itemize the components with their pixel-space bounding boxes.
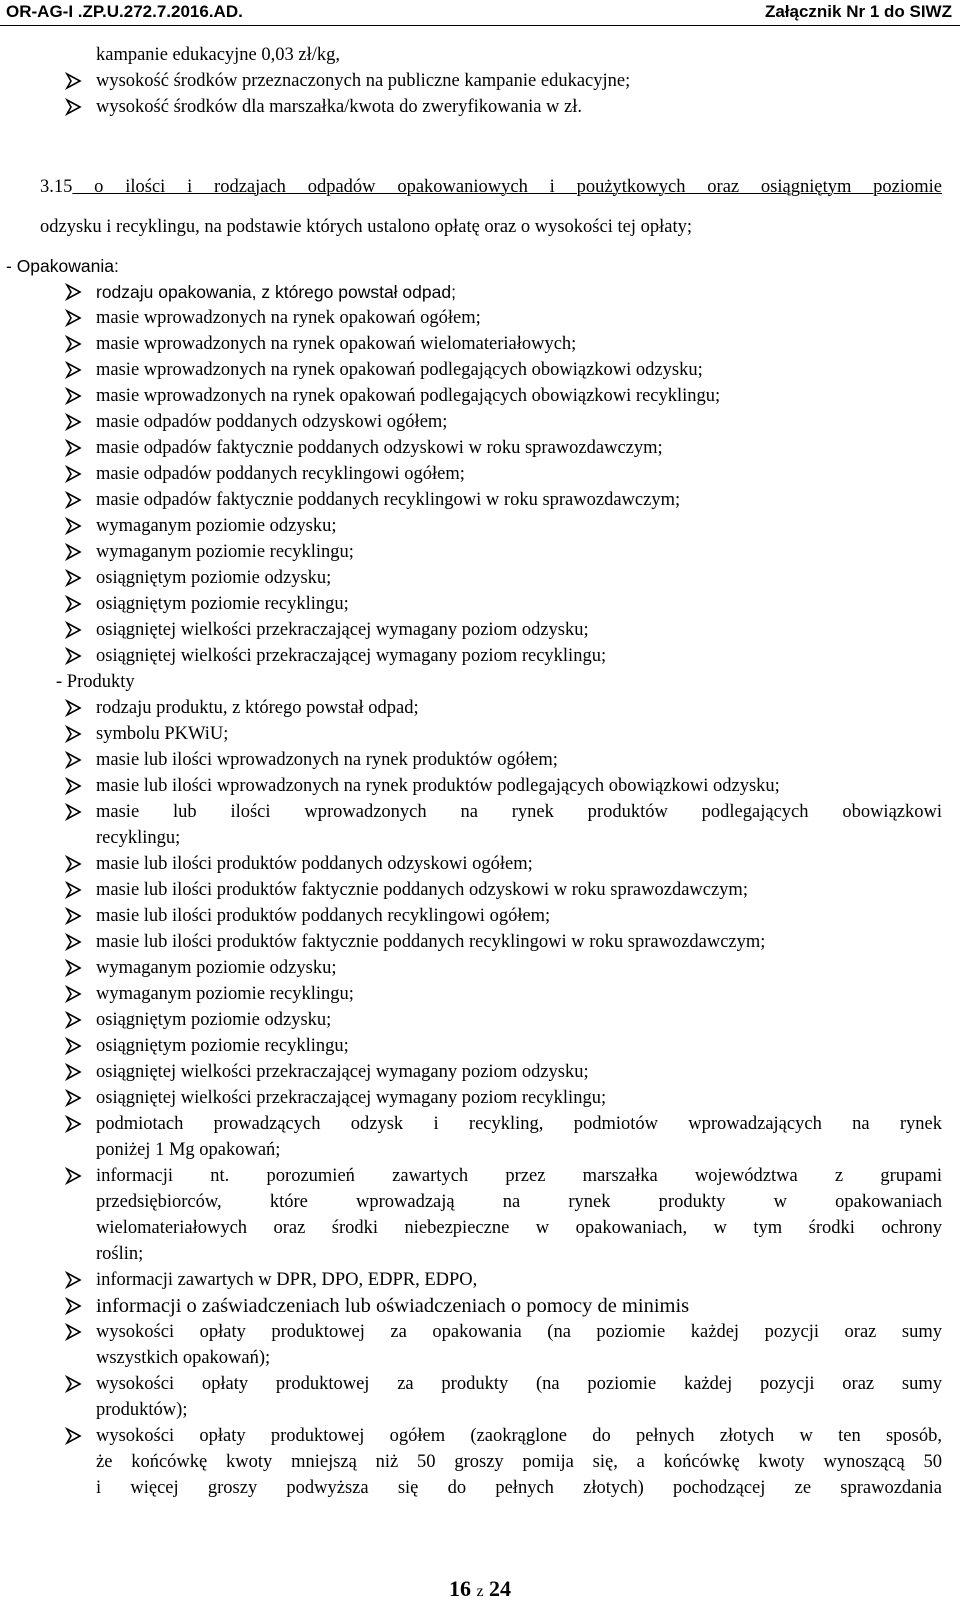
list-item-text: masie lub ilości produktów poddanych recyklingowi ogółem; (96, 906, 551, 926)
arrowhead-bullet-icon (64, 309, 82, 327)
list-item-text: wysokość środków dla marszałka/kwota do zweryfikowania w zł. (96, 97, 583, 117)
list-item (0, 1111, 960, 1137)
list-item (0, 1033, 960, 1059)
list-item (0, 773, 960, 799)
text-line (0, 214, 960, 240)
list-item (0, 981, 960, 1007)
list-item-text: informacji nt. porozumień zawartych przez marszałka województwa z grupami (96, 1166, 942, 1186)
text-line (0, 1137, 960, 1163)
list-item-text: rodzaju opakowania, z którego powstał odpad; (96, 282, 456, 302)
list-item (0, 1163, 960, 1189)
arrowhead-bullet-icon (64, 387, 82, 405)
list-item-text: masie lub ilości produktów faktycznie poddanych odzyskowi w roku sprawozdawczym; (96, 880, 748, 900)
arrowhead-bullet-icon (64, 699, 82, 717)
attachment-label: Załącznik Nr 1 do SIWZ (764, 2, 952, 21)
list-item (0, 461, 960, 487)
arrowhead-bullet-icon (64, 335, 82, 353)
list-item (0, 383, 960, 409)
section-heading-line (0, 174, 960, 200)
text-line (0, 1189, 960, 1215)
arrowhead-bullet-icon (64, 647, 82, 665)
section-heading-continuation: odzysku i recyklingu, na podstawie których ustalono opłatę oraz o wysokości tej opłaty; (40, 217, 692, 237)
list-item (0, 591, 960, 617)
list-item-text-continuation: i więcej groszy podwyższa się do pełnych złotych) pochodzącej ze sprawozdania (96, 1478, 942, 1498)
list-item-text: wymaganym poziomie odzysku; (96, 516, 337, 536)
list-item-text: masie lub ilości wprowadzonych na rynek produktów ogółem; (96, 750, 558, 770)
list-item-text: masie odpadów faktycznie poddanych recyklingowi w roku sprawozdawczym; (96, 490, 681, 510)
list-item (0, 643, 960, 669)
arrowhead-bullet-icon (64, 777, 82, 795)
arrowhead-bullet-icon (64, 1323, 82, 1341)
list-item (0, 747, 960, 773)
arrowhead-bullet-icon (64, 517, 82, 535)
reference-number: OR-AG-I .ZP.U.272.7.2016.AD. (6, 2, 243, 21)
arrowhead-bullet-icon (64, 465, 82, 483)
list-item-text: wysokości opłaty produktowej ogółem (zaokrąglone do pełnych złotych w ten sposób, (96, 1426, 942, 1446)
list-item-text: osiągniętej wielkości przekraczającej wymagany poziom odzysku; (96, 620, 589, 640)
list-item (0, 617, 960, 643)
text-line (0, 1397, 960, 1423)
arrowhead-bullet-icon (64, 907, 82, 925)
list-item (0, 1371, 960, 1397)
list-item (0, 1293, 960, 1319)
list-item (0, 435, 960, 461)
list-item (0, 955, 960, 981)
list-item-text-continuation: recyklingu; (96, 828, 181, 848)
list-item (0, 94, 960, 120)
arrowhead-bullet-icon (64, 1167, 82, 1185)
text-line (0, 1449, 960, 1475)
list-item-text: wysokości opłaty produktowej za produkty (na poziomie każdej pozycji oraz sumy (96, 1374, 942, 1394)
list-item-text: informacji o zaświadczeniach lub oświadczeniach o pomocy de minimis (96, 1295, 690, 1317)
arrowhead-bullet-icon (64, 98, 82, 116)
list-item (0, 1007, 960, 1033)
subheading-line (0, 669, 960, 695)
arrowhead-bullet-icon (64, 725, 82, 743)
text-line (0, 1345, 960, 1371)
arrowhead-bullet-icon (64, 283, 82, 301)
arrowhead-bullet-icon (64, 1089, 82, 1107)
list-item-text-continuation: produktów); (96, 1400, 188, 1420)
arrowhead-bullet-icon (64, 491, 82, 509)
arrowhead-bullet-icon (64, 751, 82, 769)
arrowhead-bullet-icon (64, 439, 82, 457)
list-item (0, 513, 960, 539)
text-line (0, 42, 960, 68)
list-item (0, 877, 960, 903)
list-item (0, 721, 960, 747)
list-item-text: osiągniętym poziomie odzysku; (96, 1010, 332, 1030)
subheading-produkty: - Produkty (56, 672, 135, 692)
list-item (0, 565, 960, 591)
list-item-text-continuation: poniżej 1 Mg opakowań; (96, 1140, 281, 1160)
list-item-text: masie lub ilości wprowadzonych na rynek produktów podlegających obowiązkowi odzysku; (96, 776, 780, 796)
list-item-text-continuation: wszystkich opakowań); (96, 1348, 271, 1368)
list-item-text: wysokości opłaty produktowej za opakowania (na poziomie każdej pozycji oraz sumy (96, 1322, 942, 1342)
list-item (0, 799, 960, 825)
arrowhead-bullet-icon (64, 1375, 82, 1393)
list-item-text: masie odpadów poddanych recyklingowi ogółem; (96, 464, 465, 484)
arrowhead-bullet-icon (64, 1427, 82, 1445)
list-item-text: osiągniętym poziomie recyklingu; (96, 1036, 349, 1056)
arrowhead-bullet-icon (64, 569, 82, 587)
list-item (0, 487, 960, 513)
list-item-text: osiągniętym poziomie odzysku; (96, 568, 332, 588)
list-item-text-continuation: roślin; (96, 1244, 144, 1264)
list-item (0, 929, 960, 955)
text-line (0, 1475, 960, 1501)
list-item-text: masie wprowadzonych na rynek opakowań podlegających obowiązkowi recyklingu; (96, 386, 721, 406)
list-item-text: informacji zawartych w DPR, DPO, EDPR, EDPO, (96, 1270, 478, 1290)
list-item-text: masie lub ilości wprowadzonych na rynek produktów podlegających obowiązkowi (96, 802, 942, 822)
arrowhead-bullet-icon (64, 1011, 82, 1029)
section-heading-text: o ilości i rodzajach odpadów opakowaniowych i poużytkowych oraz osiągniętym poziomie (72, 177, 942, 197)
list-item-text: symbolu PKWiU; (96, 724, 229, 744)
arrowhead-bullet-icon (64, 855, 82, 873)
list-item-text: podmiotach prowadzących odzysk i recykling, podmiotów wprowadzających na rynek (96, 1114, 942, 1134)
header-rule (0, 25, 960, 26)
list-item (0, 409, 960, 435)
list-item (0, 851, 960, 877)
list-item (0, 331, 960, 357)
text-line (0, 825, 960, 851)
section-number: 3.15 (40, 177, 73, 197)
arrowhead-bullet-icon (64, 1037, 82, 1055)
list-item-text: wymaganym poziomie recyklingu; (96, 542, 354, 562)
arrowhead-bullet-icon (64, 1271, 82, 1289)
list-item-text: osiągniętej wielkości przekraczającej wymagany poziom recyklingu; (96, 646, 607, 666)
subheading-line (0, 253, 960, 279)
arrowhead-bullet-icon (64, 1115, 82, 1133)
list-item (0, 279, 960, 305)
list-item-text: osiągniętej wielkości przekraczającej wymagany poziom odzysku; (96, 1062, 589, 1082)
arrowhead-bullet-icon (64, 361, 82, 379)
arrowhead-bullet-icon (64, 413, 82, 431)
arrowhead-bullet-icon (64, 543, 82, 561)
list-item-text: masie lub ilości produktów faktycznie poddanych recyklingowi w roku sprawozdawczym; (96, 932, 766, 952)
list-item-text: masie wprowadzonych na rynek opakowań wielomateriałowych; (96, 334, 577, 354)
list-item-text: masie odpadów faktycznie poddanych odzyskowi w roku sprawozdawczym; (96, 438, 663, 458)
page-current: 16 (448, 1576, 471, 1601)
list-item (0, 539, 960, 565)
list-item-text: masie lub ilości produktów poddanych odzyskowi ogółem; (96, 854, 533, 874)
list-item-text-continuation: przedsiębiorców, które wprowadzają na rynek produkty w opakowaniach (96, 1192, 942, 1212)
list-item-text: masie odpadów poddanych odzyskowi ogółem; (96, 412, 448, 432)
arrowhead-bullet-icon (64, 881, 82, 899)
page-header (0, 0, 960, 28)
list-item-text: wymaganym poziomie odzysku; (96, 958, 337, 978)
text-line (0, 1241, 960, 1267)
list-item (0, 903, 960, 929)
list-item (0, 1059, 960, 1085)
arrowhead-bullet-icon (64, 595, 82, 613)
list-item-text-continuation: wielomateriałowych oraz środki niebezpieczne w opakowaniach, w tym środki ochrony (96, 1218, 942, 1238)
list-item (0, 357, 960, 383)
list-item-text: masie wprowadzonych na rynek opakowań ogółem; (96, 308, 481, 328)
arrowhead-bullet-icon (64, 1297, 82, 1315)
list-item (0, 1085, 960, 1111)
arrowhead-bullet-icon (64, 985, 82, 1003)
list-item-text: osiągniętym poziomie recyklingu; (96, 594, 349, 614)
list-item-text-continuation: że końcówkę kwoty mniejszą niż 50 groszy pomija się, a końcówkę kwoty wynoszącą 50 (96, 1452, 942, 1472)
text-line (0, 1215, 960, 1241)
list-item-text: wymaganym poziomie recyklingu; (96, 984, 354, 1004)
arrowhead-bullet-icon (64, 72, 82, 90)
arrowhead-bullet-icon (64, 803, 82, 821)
list-item (0, 1423, 960, 1449)
page-total: 24 (489, 1576, 512, 1601)
list-item (0, 1319, 960, 1345)
list-item (0, 68, 960, 94)
arrowhead-bullet-icon (64, 621, 82, 639)
page-number (0, 1576, 960, 1602)
list-item-text: rodzaju produktu, z którego powstał odpad; (96, 698, 419, 718)
arrowhead-bullet-icon (64, 959, 82, 977)
list-item (0, 695, 960, 721)
list-item (0, 1267, 960, 1293)
arrowhead-bullet-icon (64, 1063, 82, 1081)
subheading-opakowania: - Opakowania: (6, 256, 119, 276)
arrowhead-bullet-icon (64, 933, 82, 951)
section-heading (40, 174, 942, 200)
list-item-text: wysokość środków przeznaczonych na publiczne kampanie edukacyjne; (96, 71, 631, 91)
page-separator: z (476, 1583, 484, 1600)
list-item (0, 305, 960, 331)
continuation-text: kampanie edukacyjne 0,03 zł/kg, (96, 45, 341, 65)
list-item-text: masie wprowadzonych na rynek opakowań podlegających obowiązkowi odzysku; (96, 360, 703, 380)
list-item-text: osiągniętej wielkości przekraczającej wymagany poziom recyklingu; (96, 1088, 607, 1108)
